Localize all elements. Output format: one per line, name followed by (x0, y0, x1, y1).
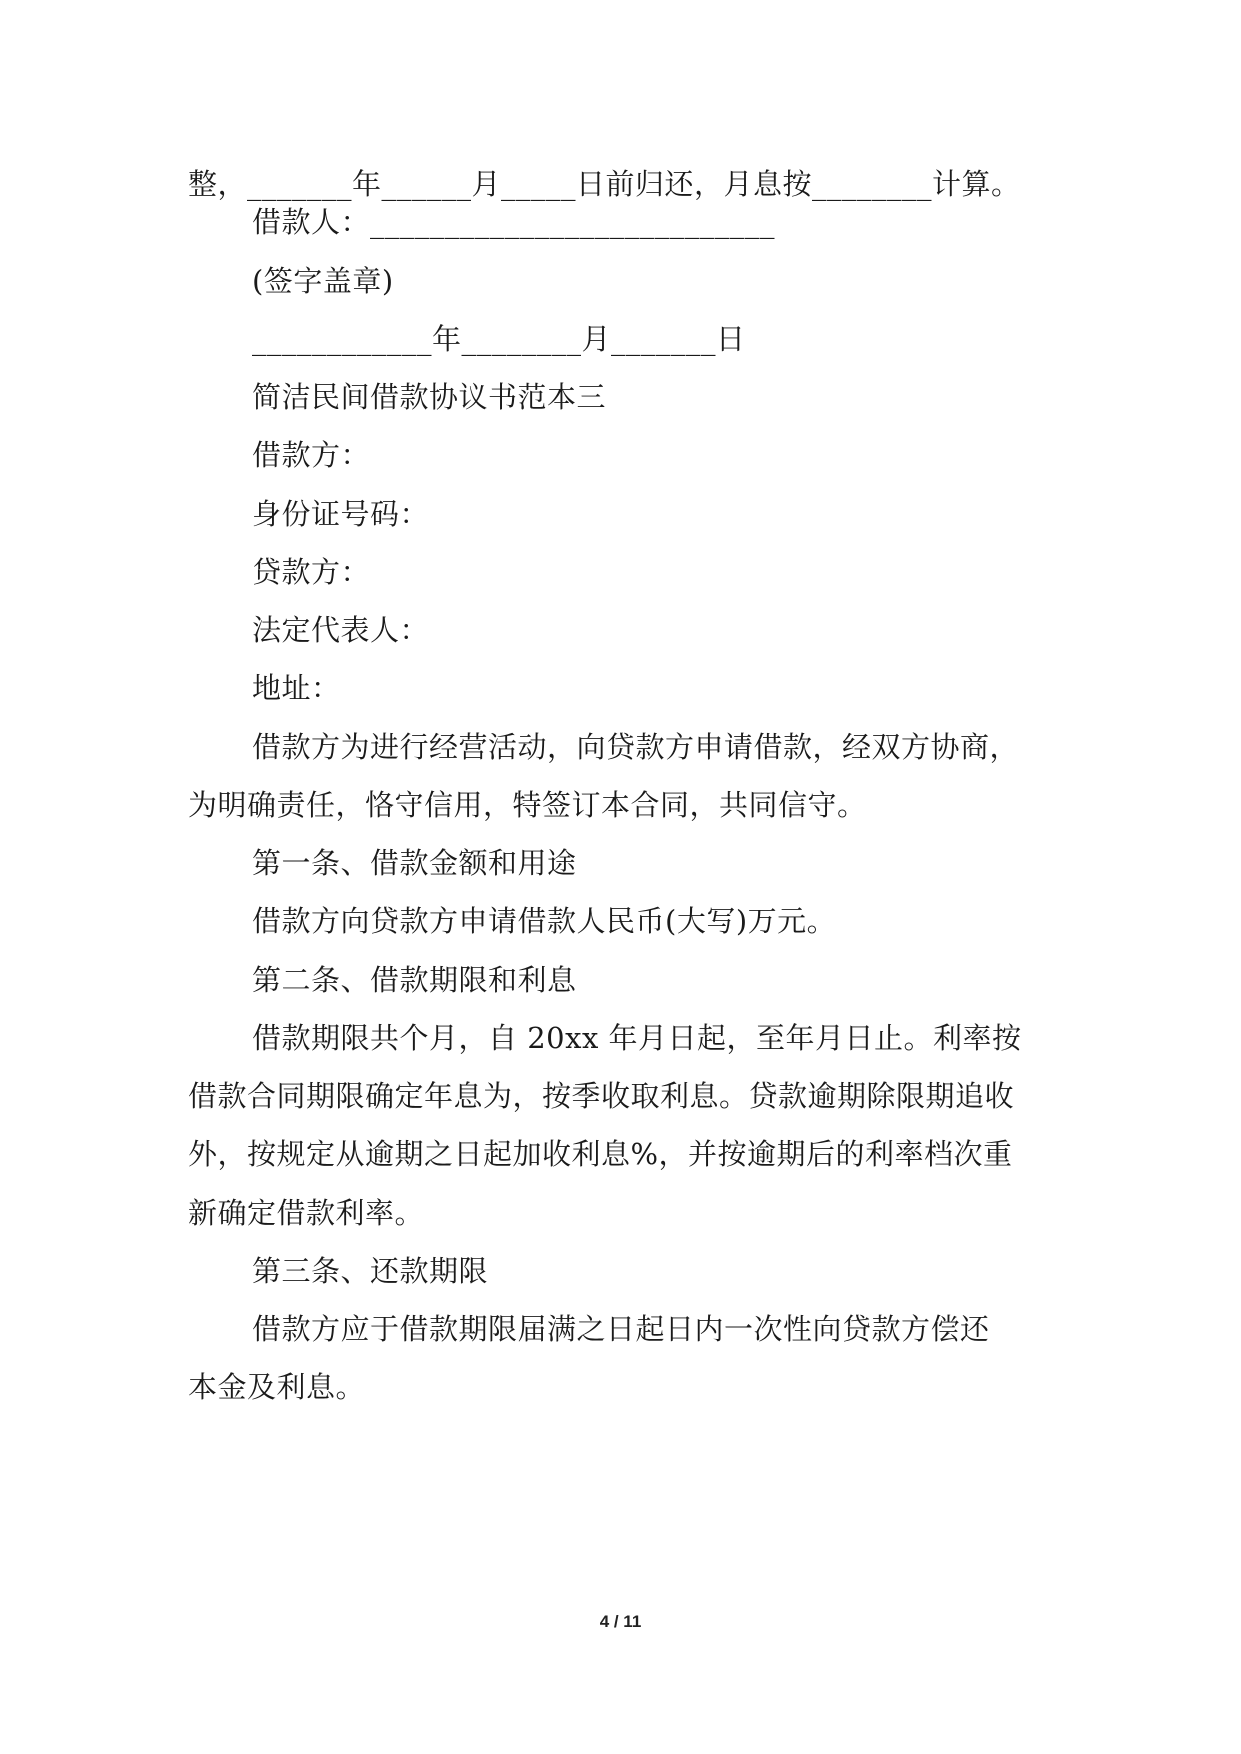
address-field: 地址： (252, 671, 341, 705)
paragraph-line: 借款方为进行经营活动，向贷款方申请借款，经双方协商， (252, 730, 1020, 764)
date-line: ____________年________月_______日 (252, 322, 746, 356)
section-title: 简洁民间借款协议书范本三 (252, 380, 607, 414)
borrower-signature-line: 借款人：___________________________ (252, 205, 776, 239)
legal-representative-field: 法定代表人： (252, 613, 430, 647)
paragraph-line: 本金及利息。 (188, 1370, 366, 1404)
article-heading: 第三条、还款期限 (252, 1254, 489, 1288)
paragraph-line: 新确定借款利率。 (188, 1196, 425, 1230)
paragraph-line: 借款方应于借款期限届满之日起日内一次性向贷款方偿还 (252, 1312, 990, 1346)
paragraph-line: 为明确责任，恪守信用，特签订本合同，共同信守。 (188, 788, 867, 822)
page-number: 4 / 11 (599, 1612, 642, 1631)
text-line: 整，_______年______月_____日前归还，月息按________计算。 (188, 167, 1021, 201)
paragraph-line: 借款合同期限确定年息为，按季收取利息。贷款逾期除限期追收 (188, 1079, 1015, 1113)
borrower-field: 借款方： (252, 438, 371, 472)
paragraph-line: 外，按规定从逾期之日起加收利息%，并按逾期后的利率档次重 (188, 1137, 1013, 1171)
paragraph-line: 借款方向贷款方申请借款人民币(大写)万元。 (252, 904, 837, 938)
id-number-field: 身份证号码： (252, 497, 430, 531)
article-heading: 第一条、借款金额和用途 (252, 846, 577, 880)
sign-seal-note: (签字盖章) (252, 264, 394, 298)
article-heading: 第二条、借款期限和利息 (252, 963, 577, 997)
lender-field: 贷款方： (252, 555, 371, 589)
paragraph-line: 借款期限共个月，自 20xx 年月日起，至年月日止。利率按 (252, 1021, 1022, 1055)
